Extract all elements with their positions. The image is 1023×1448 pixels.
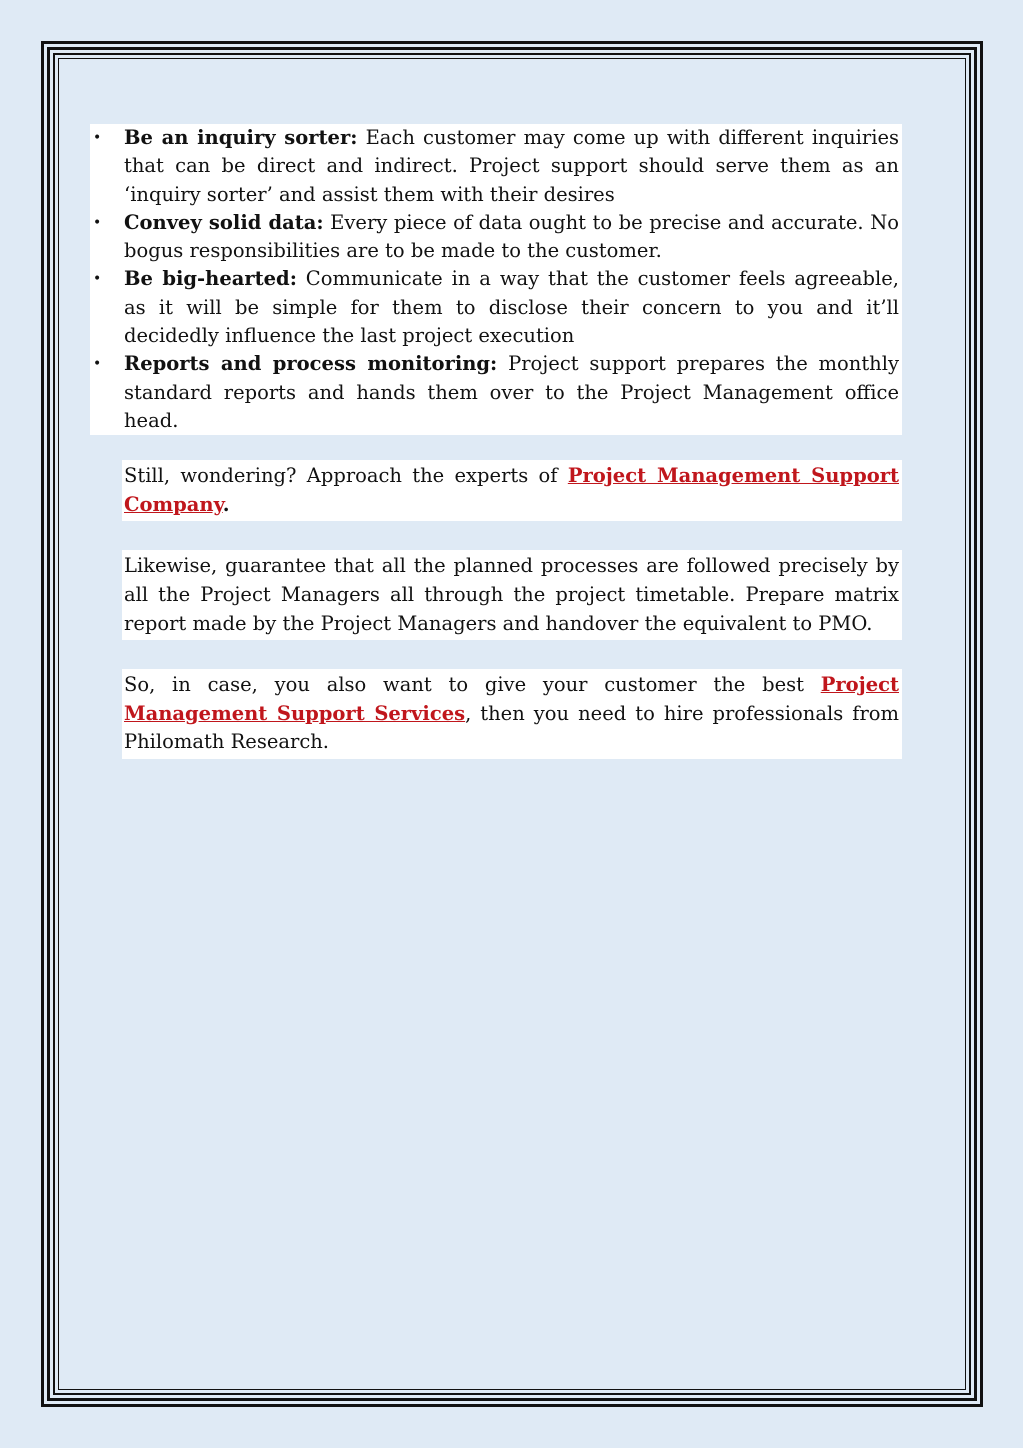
bullet-list xyxy=(90,124,902,435)
list-item xyxy=(90,209,902,266)
bullet-heading: Convey solid data: xyxy=(124,210,324,234)
paragraph-text: Still, wondering? Approach the experts of xyxy=(124,464,568,488)
project-management-support-company-link[interactable]: Project Management Support Company xyxy=(124,464,899,516)
bullet-text: Each customer may come up with different inquiries that can be direct and indirect. Project support should serve them as an ‘inquiry sorter’ and assist them with their desires xyxy=(124,126,899,206)
bullet-heading: Be an inquiry sorter: xyxy=(124,126,358,149)
paragraph-experts xyxy=(122,460,902,521)
document-body xyxy=(90,124,902,759)
bullet-heading: Reports and process monitoring: xyxy=(124,352,498,376)
list-item xyxy=(90,265,902,350)
bullet-text: Communicate in a way that the customer feels agreeable, as it will be simple for them to disclose their concern to you and it’ll decidedly influence the last project execution xyxy=(124,267,899,348)
bullet-icon: • xyxy=(93,214,102,231)
paragraph-text: . xyxy=(222,492,230,516)
bullet-icon: • xyxy=(93,271,102,288)
bullet-heading: Be big-hearted: xyxy=(124,267,297,291)
paragraph-text: Likewise, guarantee that all the planned processes are followed precisely by all the Project Managers all through the project timetable. Prepare matrix report made by the Project Managers and handover the equivalent to PMO. xyxy=(124,554,899,635)
paragraph-hire xyxy=(122,669,902,759)
paragraph-text: , then you need to hire professionals from Philomath Research. xyxy=(124,701,899,754)
bullet-text: Every piece of data ought to be precise and accurate. No bogus responsibilities are to be made to the customer. xyxy=(124,210,899,263)
bullet-icon: • xyxy=(93,356,102,373)
list-item xyxy=(90,124,902,209)
bullet-icon: • xyxy=(93,130,102,146)
project-management-support-services-link[interactable]: Project Management Support Services xyxy=(124,673,899,725)
bullet-text: Project support prepares the monthly standard reports and hands them over to the Project Management office head. xyxy=(124,352,899,432)
list-item xyxy=(90,350,902,435)
paragraph-text: So, in case, you also want to give your customer the best xyxy=(124,673,821,697)
paragraph-likewise xyxy=(122,550,902,640)
